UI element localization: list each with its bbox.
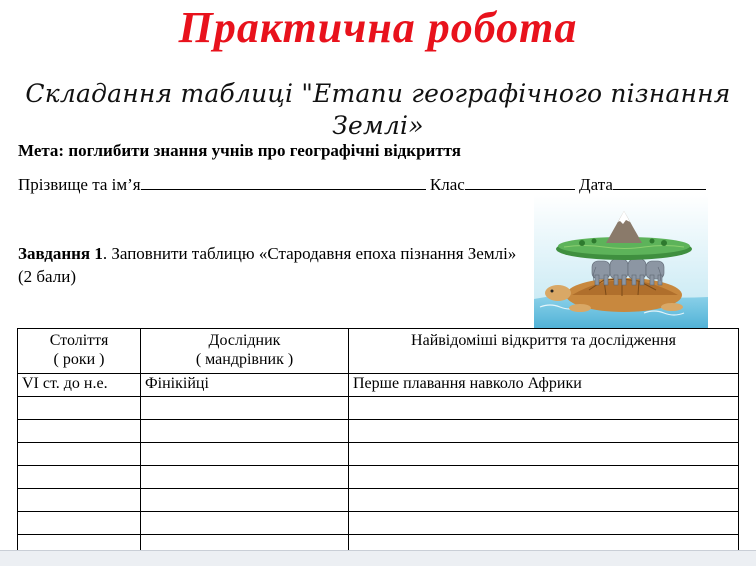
- table-cell[interactable]: [141, 443, 349, 466]
- table-cell[interactable]: [18, 420, 141, 443]
- window-bottom-edge: [0, 550, 756, 566]
- table-row: [18, 420, 739, 443]
- table-row: [18, 512, 739, 535]
- table-cell[interactable]: [141, 420, 349, 443]
- header-explorer-line1: Дослідник: [208, 332, 281, 349]
- header-discoveries: [349, 329, 739, 374]
- discoveries-table: [17, 328, 739, 558]
- table-cell[interactable]: [18, 466, 141, 489]
- page-title: Практична робота: [178, 3, 578, 52]
- goal-text: Мета: поглибити знання учнів про географічні відкриття: [18, 141, 461, 160]
- table-row: [18, 374, 739, 397]
- table-header-row: [18, 329, 739, 374]
- table-cell[interactable]: [141, 397, 349, 420]
- table-cell[interactable]: [349, 512, 739, 535]
- task-number: Завдання 1: [18, 244, 103, 263]
- header-century: [18, 329, 141, 374]
- table-row: [18, 443, 739, 466]
- header-discoveries-line1: Найвідоміші відкриття та дослідження: [411, 332, 676, 349]
- surname-blank[interactable]: [141, 174, 426, 190]
- illustration-svg: [534, 195, 708, 329]
- table-cell[interactable]: Перше плавання навколо Африки: [349, 374, 739, 397]
- task-description: [18, 242, 518, 288]
- table-cell[interactable]: [18, 443, 141, 466]
- table-cell[interactable]: VI ст. до н.е.: [18, 374, 141, 397]
- flat-earth-on-elephants-and-turtle-icon: [534, 195, 708, 329]
- header-century-line2: ( роки ): [53, 351, 105, 368]
- page-subtitle: Складання таблиці "Етапи географічного пізнання Землі»: [25, 79, 731, 140]
- table-cell[interactable]: [349, 489, 739, 512]
- table-cell[interactable]: [141, 489, 349, 512]
- date-label: Дата: [579, 175, 613, 194]
- table-cell[interactable]: [349, 420, 739, 443]
- date-blank[interactable]: [613, 174, 706, 190]
- table-row: [18, 397, 739, 420]
- table-cell[interactable]: [18, 512, 141, 535]
- class-label: Клас: [429, 175, 465, 194]
- table-cell[interactable]: [349, 397, 739, 420]
- header-explorer-line2: ( мандрівник ): [195, 351, 294, 368]
- table-cell[interactable]: [18, 397, 141, 420]
- table-row: [18, 489, 739, 512]
- student-info-line: [18, 174, 706, 196]
- header-explorer: [141, 329, 349, 374]
- class-blank[interactable]: [465, 174, 575, 190]
- table-cell[interactable]: [141, 466, 349, 489]
- table-cell[interactable]: [349, 443, 739, 466]
- task-text: . Заповнити таблицю «Стародавня епоха пізнання Землі» (2 бали): [18, 244, 517, 286]
- table-row: [18, 466, 739, 489]
- table-cell[interactable]: Фінікійці: [141, 374, 349, 397]
- table-cell[interactable]: [141, 512, 349, 535]
- table-cell[interactable]: [18, 489, 141, 512]
- table-cell[interactable]: [349, 466, 739, 489]
- header-century-line1: Століття: [49, 332, 109, 349]
- surname-label: Прізвище та ім’я: [18, 175, 141, 194]
